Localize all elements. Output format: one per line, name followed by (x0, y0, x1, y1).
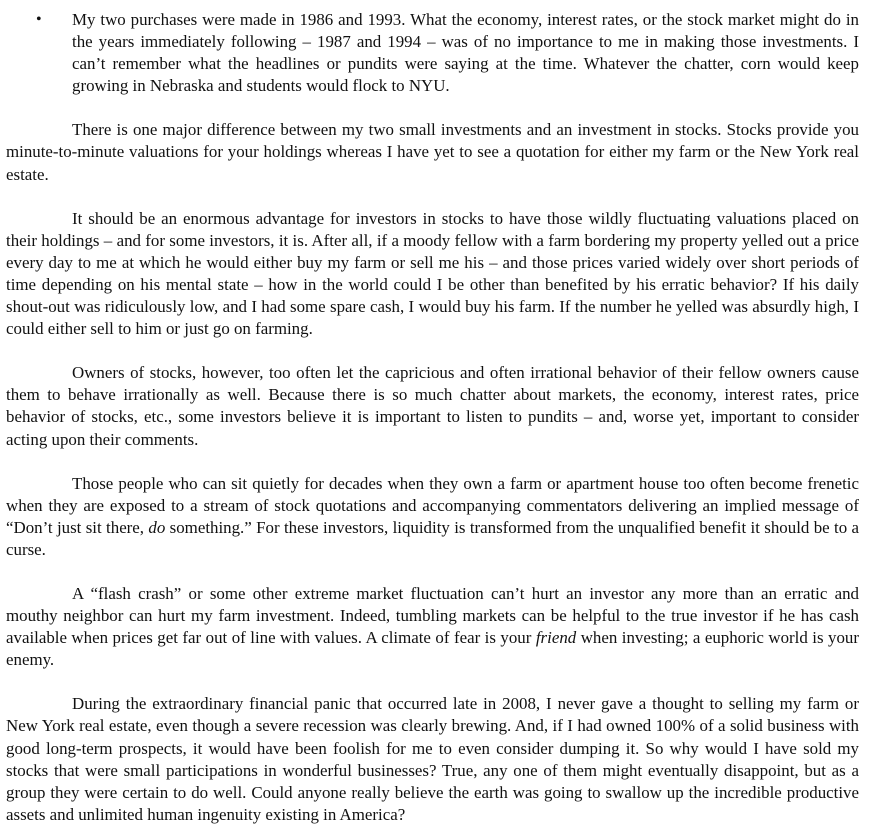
paragraph-2-text: It should be an enormous advantage for investors in stocks to have those wildly fluctuating valuations placed on their holdings – and for some investors, it is. After all, if a moody fellow with a farm bordering my property yelled out a price every day to me at which he would either buy my farm or sell me his – and those prices varied widely over short periods of time depending on his mental state – how in the world could I be other than benefited by his erratic behavior? If his daily shout-out was ridiculously low, and I had some spare cash, I would buy his farm. If the number he yelled was absurdly high, I could either sell to him or just go on farming. (6, 208, 859, 339)
paragraph-1 (6, 119, 859, 185)
paragraph-3 (6, 362, 859, 450)
paragraph-5-emphasis: friend (535, 628, 577, 648)
paragraph-6 (6, 693, 859, 826)
paragraph-5-text-a: A “flash crash” or some other extreme market fluctuation can’t hurt an investor any more than an erratic and mouthy neighbor can hurt my farm investment. Indeed, tumbling markets can be helpful to the true investor if he has cash available when prices get far out of line with values. A climate of fear is your (6, 583, 859, 648)
bullet-item (6, 9, 859, 97)
paragraph-6-text: During the extraordinary financial panic that occurred late in 2008, I never gave a thought to selling my farm or New York real estate, even though a severe recession was clearly brewing. And, if I had owned 100% of a solid business with good long-term prospects, it would have been foolish for me to even consider dumping it. So why would I have sold my stocks that were small participations in wonderful businesses? True, any one of them might eventually disappoint, but as a group they were certain to do well. Could anyone really believe the earth was going to swallow up the incredible productive assets and unlimited human ingenuity existing in America? (6, 694, 859, 824)
paragraph-3-text: Owners of stocks, however, too often let the capricious and often irrational behavior of their fellow owners cause them to behave irrationally as well. Because there is so much chatter about markets, the economy, interest rates, price behavior of stocks, etc., some investors believe it is important to listen to pundits – and, worse yet, important to consider acting upon their comments. (6, 363, 859, 449)
bullet-icon: • (36, 11, 42, 28)
paragraph-5-text-b: when investing; a euphoric world is your enemy. (6, 628, 859, 670)
paragraph-4-text-b: something.” For these investors, liquidity is transformed from the unqualified benefit it should be to a curse. (6, 517, 859, 559)
document-page (6, 9, 859, 826)
paragraph-1-text: There is one major difference between my two small investments and an investment in stocks. Stocks provide you minute-to-minute valuations for your holdings whereas I have yet to see a quotation for either my farm or the New York real estate. (6, 120, 859, 184)
paragraph-5 (6, 583, 859, 671)
paragraph-2 (6, 208, 859, 341)
paragraph-4 (6, 473, 859, 561)
bullet-text: My two purchases were made in 1986 and 1993. What the economy, interest rates, or the stock market might do in the years immediately following – 1987 and 1994 – was of no importance to me in making those investments. I can’t remember what the headlines or pundits were saying at the time. Whatever the chatter, corn would keep growing in Nebraska and students would flock to NYU. (72, 10, 859, 96)
paragraph-4-emphasis: do (148, 517, 166, 537)
paragraph-4-text-a: Those people who can sit quietly for decades when they own a farm or apartment house too often become frenetic when they are exposed to a stream of stock quotations and accompanying commentators delivering an implied message of “Don’t just sit there, (6, 473, 859, 537)
